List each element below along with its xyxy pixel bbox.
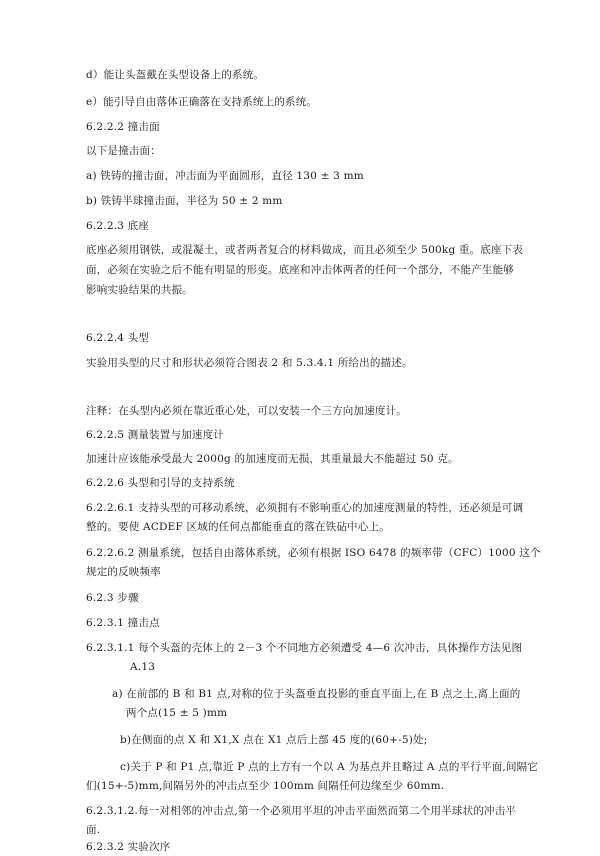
list-item-b: b)在侧面的点 X 和 X1,X 点在 X1 点后上部 45 度的(60+-5)处; xyxy=(120,734,428,746)
heading-6-2-2-6: 6.2.2.6 头型和引导的支持系统 xyxy=(86,477,235,489)
list-item-a: a) 铁铸的撞击面，冲击面为平面圆形，直径 130 ± 3 mm xyxy=(86,170,364,182)
list-item-b: b) 铁铸半球撞击面，半径为 50 ± 2 mm xyxy=(86,195,283,207)
item-d: d）能让头盔戴在头型设备上的系统。 xyxy=(86,69,265,81)
paragraph-line: A.13 xyxy=(130,661,156,673)
list-item-c: c)关于 P 和 P1 点,靠近 P 点的上方有一个以 A 为基点并且略过 A 点的平行平面,间隔它 xyxy=(120,761,539,773)
heading-6-2-3-2: 6.2.3.2 实验次序 xyxy=(86,841,171,853)
paragraph-line: 面. xyxy=(86,824,101,836)
paragraph-line: 规定的反映频率 xyxy=(86,566,161,578)
paragraph: 加速计应该能承受最大 2000g 的加速度而无损，其重量最大不能超过 50 克。 xyxy=(86,453,459,465)
heading-6-2-3-1: 6.2.3.1 撞击点 xyxy=(86,617,160,629)
note: 注释：在头型内必须在靠近重心处，可以安装一个三方向加速度计。 xyxy=(86,405,407,417)
paragraph-line: 面，必须在实验之后不能有明显的形变。底座和冲击体两者的任何一个部分，不能产生能够 xyxy=(86,264,514,276)
paragraph: 实验用头型的尺寸和形状必须符合图表 2 和 5.3.4.1 所给出的描述。 xyxy=(86,357,413,369)
heading-6-2-2-4: 6.2.2.4 头型 xyxy=(86,332,150,344)
item-e: e）能引导自由落体正确落在支持系统上的系统。 xyxy=(86,96,318,108)
heading-6-2-3: 6.2.3 步骤 xyxy=(86,592,139,604)
paragraph-line: 影响实验结果的共振。 xyxy=(86,284,193,296)
list-item-a: a) 在前部的 B 和 B1 点,对称的位于头盔垂直投影的垂直平面上,在 B 点之上,离上面的 xyxy=(112,688,521,700)
paragraph-line: 底座必须用钢铁，或混凝土，或者两者复合的材料做成，而且必须至少 500kg 重。底座下表 xyxy=(86,244,524,256)
paragraph: 以下是撞击面： xyxy=(86,145,161,157)
paragraph-line: 6.2.2.6.1 支持头型的可移动系统，必须拥有不影响重心的加速度测量的特性，还必须是可调 xyxy=(86,502,524,514)
list-item-c-cont: 们(15+-5)mm,间隔另外的冲击点至少 100mm 间隔任何边缘至少 60mm. xyxy=(86,780,445,792)
list-item-a-cont: 两个点(15 ± 5 )mm xyxy=(126,707,228,719)
heading-6-2-2-3: 6.2.2.3 底座 xyxy=(86,220,150,232)
paragraph-line: 6.2.3.1.2.每一对相邻的冲击点,第一个必须用平坦的冲击平面然而第二个用半球状的冲击平 xyxy=(86,805,517,817)
heading-6-2-2-5: 6.2.2.5 测量装置与加速度计 xyxy=(86,429,224,441)
paragraph-line: 6.2.2.6.2 测量系统，包括自由落体系统，必须有根据 ISO 6478 的频率带（CFC）1000 这个 xyxy=(86,547,541,559)
paragraph-line: 6.2.3.1.1 每个头盔的壳体上的 2－3 个不同地方必须遭受 4—6 次冲击，具体操作方法见图 xyxy=(86,642,523,654)
paragraph-line: 整的。要使 ACDEF 区域的任何点都能垂直的落在铁砧中心上。 xyxy=(86,521,390,533)
heading-6-2-2-2: 6.2.2.2 撞击面 xyxy=(86,121,160,133)
